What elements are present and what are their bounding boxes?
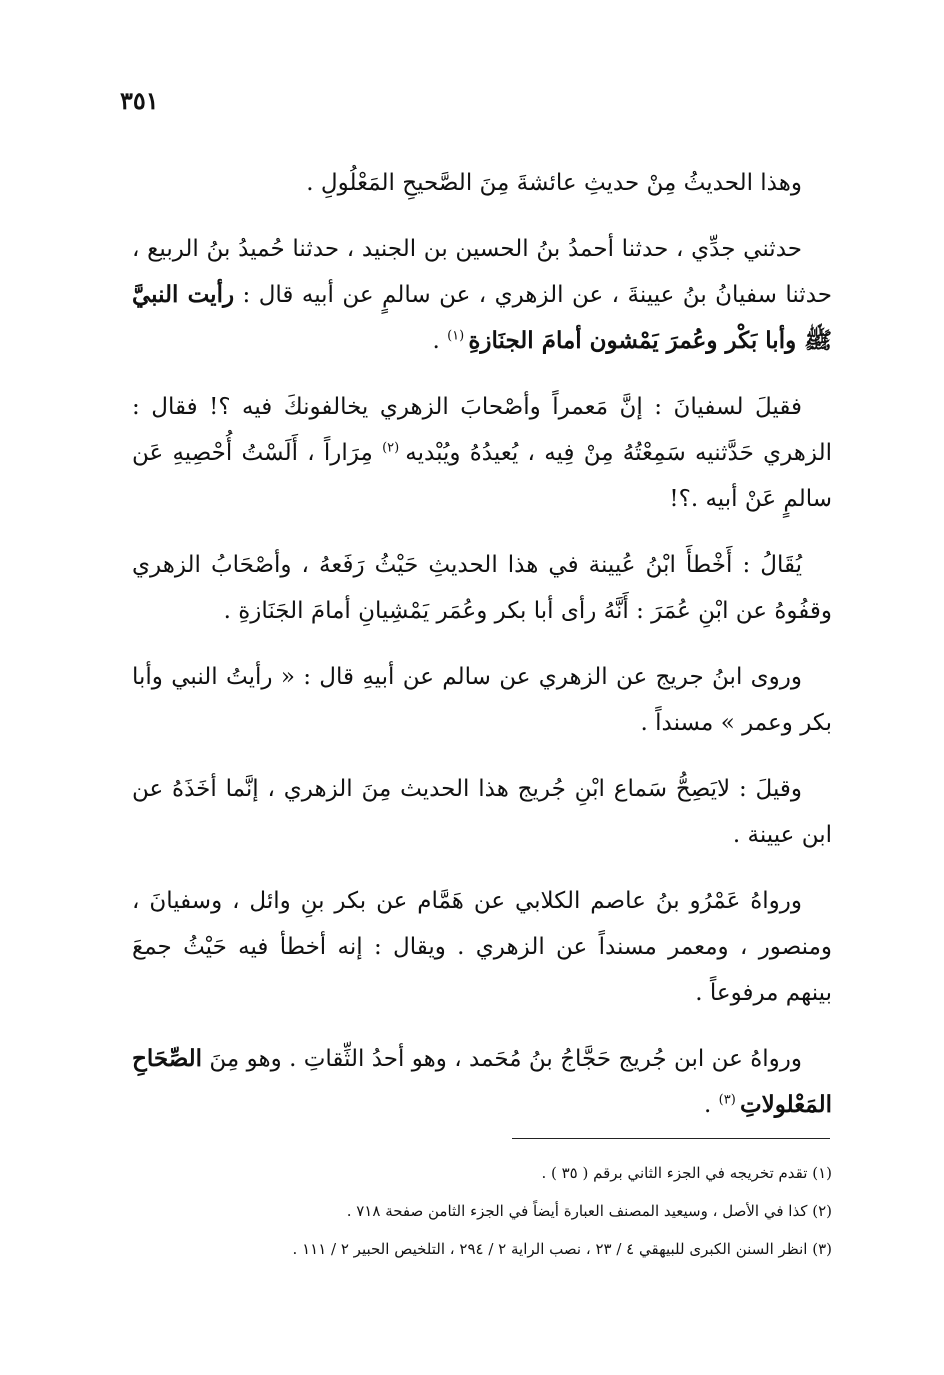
text-run: وقيلَ : لايَصِحُّ سَماع ابْنِ جُريج هذا الحديث مِنَ الزهري ، إنَّما أخَذَهُ عن ابن عيينة . [132,776,832,848]
footnote-divider [512,1138,830,1139]
text-run: وهذا الحديثُ مِنْ حديثِ عائشةَ مِنَ الصَّحيحِ المَعْلُولِ . [306,170,802,196]
text-run: الصِّحَاحِ المَعْلولاتِ [132,1045,832,1118]
text-run: وروى ابنُ جريج عن الزهري عن سالم عن أبيهِ قال : « رأيتُ النبي وأبا بكر وعمر » مسنداً . [132,664,832,736]
paragraph [132,160,832,206]
paragraph [132,766,832,858]
text-run: رأيت النبيَّ ﷺ وأبا بَكْر وعُمرَ يَمْشون أمامَ الجنَازةِ [132,281,832,354]
footnote-marker: (١) [447,328,469,344]
paragraph [132,1036,832,1128]
footnote-marker: (٣) [718,1092,740,1108]
text-run: مِرَاراً ، أَلَسْتُ أُحْصِيهِ عَن سالمٍ عَنْ أبيه .؟! [132,440,832,512]
text-run: ورواهُ عَمْرُو بنُ عاصم الكلابي عن هَمَّام عن بكر بنِ وائل ، وسفيانَ ، ومنصور ، ومعمر مسنداً عن الزهري . ويقال : إنه أخطأ فيه حَيْثُ جمعَ بينهم مرفوعاً . [132,888,832,1006]
footnote-2: (٢) كذا في الأصل ، وسيعيد المصنف العبارة أيضاً في الجزء الثامن صفحة ٧١٨ . [346,1202,832,1220]
footnotes-section [132,1154,832,1268]
footnote-marker: (٢) [382,440,406,456]
text-run: يُقَالُ : أَخْطأَ ابْنُ عُيينة في هذا الحديثِ حَيْثُ رَفَعهُ ، وأصْحَابُ الزهري وقفُوهُ عن ابْنِ عُمَرَ : أَنَّهُ رأى أبا بكر وعُمَر يَمْشِيانِ أمامَ الجَنَازةِ . [132,552,832,624]
main-text [132,160,832,1148]
paragraph [132,654,832,746]
footnote-3: (٣) انظر السنن الكبرى للبيهقي ٤ / ٢٣ ، نصب الراية ٢ / ٢٩٤ ، التلخيص الحبير ٢ / ١١١ . [292,1240,832,1258]
text-run: فقيلَ لسفيانَ : إنَّ مَعمراً وأصْحابَ الزهري يخالفونكَ فيه ؟! فقال : الزهري حَدَّثنيه سَمِعْتُهُ مِنْ فِيه ، يُعيدُهُ ويُبْديه [132,394,832,466]
paragraph [132,878,832,1016]
text-run: . [432,328,448,354]
text-run: حدثني جدِّي ، حدثنا أحمدُ بنُ الحسين بن الجنيد ، حدثنا حُميدُ بنُ الربيع ، حدثنا سفيانُ بنُ عيينةَ ، عن الزهري ، عن سالمٍ عن أبيه قال : [132,236,832,308]
page-number: ٣٥١ [120,86,159,115]
paragraph [132,384,832,522]
text-run: ورواهُ عن ابن جُريج حَجَّاجُ بنُ مُحَمد ، وهو أحدُ الثِّقاتِ . وهو مِنَ [202,1046,802,1072]
footnote-1: (١) تقدم تخريجه في الجزء الثاني برقم ( ٣٥ ) . [541,1164,832,1182]
paragraph [132,226,832,364]
paragraph [132,542,832,634]
text-run: . [704,1092,719,1118]
